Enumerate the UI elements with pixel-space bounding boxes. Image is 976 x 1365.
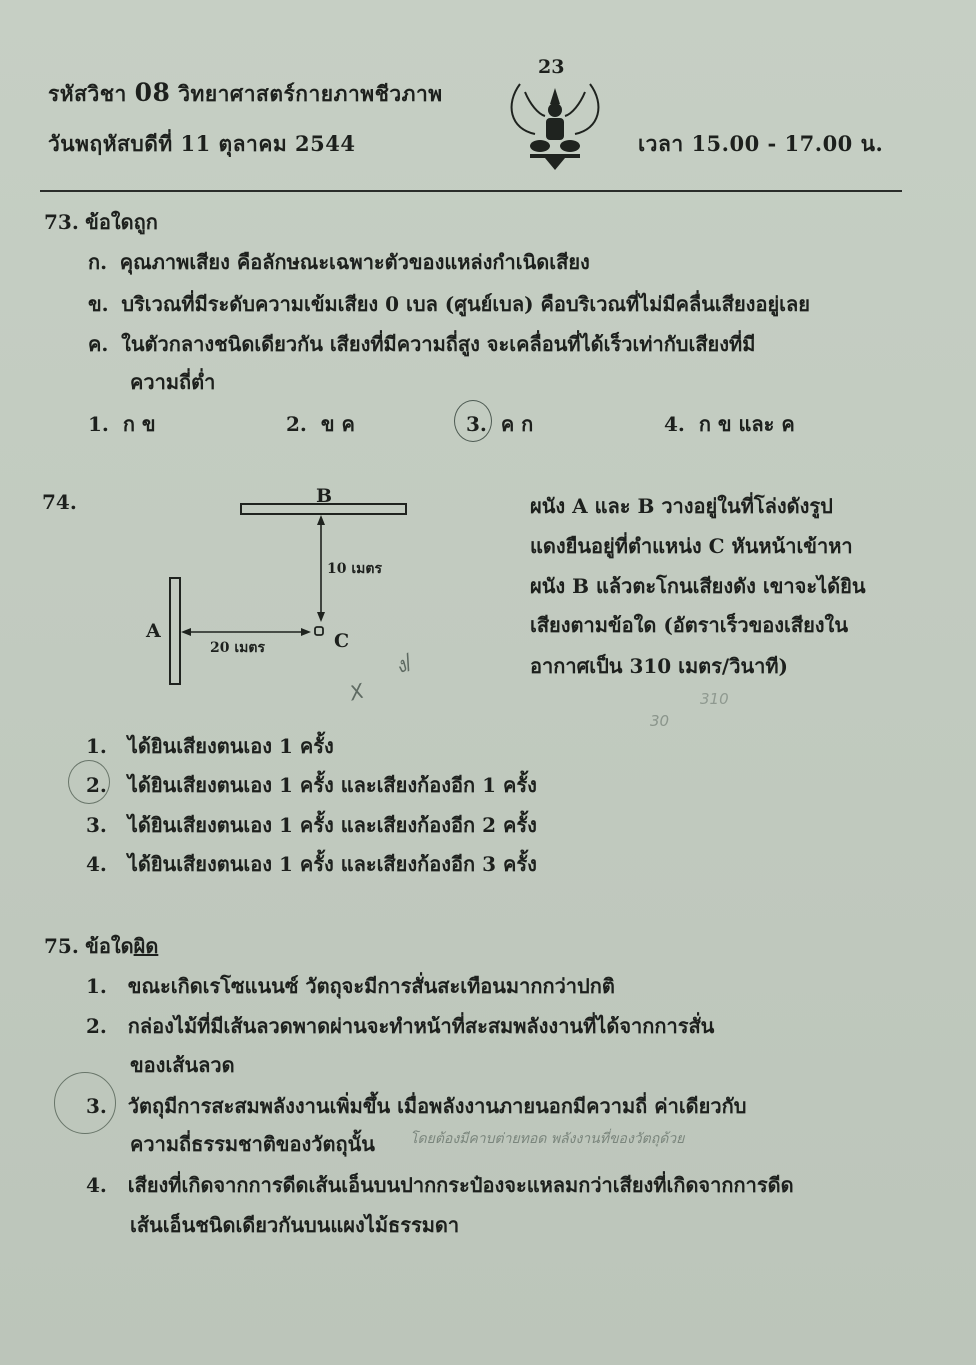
- statement-text: คุณภาพเสียง คือลักษณะเฉพาะตัวของแหล่งกำเนิดเสียง: [119, 250, 590, 274]
- statement-label: ค.: [88, 332, 109, 356]
- answer-circle-mark: [68, 760, 110, 804]
- q75-number: 75.: [44, 934, 79, 958]
- choice-number: 2.: [86, 1014, 107, 1038]
- q73-choice-2[interactable]: [286, 408, 355, 440]
- q75-title: [44, 930, 158, 962]
- q75-choice-1[interactable]: [86, 970, 615, 1002]
- course-code: 08: [134, 78, 171, 107]
- q73-statement-c-cont: ความถี่ต่ำ: [130, 370, 216, 394]
- choice-number: 4.: [664, 412, 685, 436]
- wall-diagram: [130, 484, 430, 704]
- q74-choice-2[interactable]: [86, 769, 537, 801]
- q75-choice-3[interactable]: [86, 1090, 746, 1122]
- choice-text: ก ข และ ค: [698, 412, 795, 436]
- statement-text: บริเวณที่มีระดับความเข้มเสียง 0 เบล (ศูนย์เบล) คือบริเวณที่ไม่มีคลื่นเสียงอยู่เลย: [121, 292, 810, 316]
- q73-title: [44, 206, 158, 238]
- choice-text: ข ค: [320, 412, 355, 436]
- q74-prompt-line-3: ผนัง B แล้วตะโกนเสียงดัง เขาจะได้ยิน: [530, 574, 866, 598]
- choice-number: 1.: [86, 974, 107, 998]
- choice-text: กล่องไม้ที่มีเส้นลวดพาดผ่านจะทำหน้าที่สะสมพลังงานที่ได้จากการสั่น: [127, 1014, 715, 1038]
- choice-number: 4.: [86, 1173, 107, 1197]
- q74-prompt-line-2: แดงยืนอยู่ที่ตำแหน่ง C หันหน้าเข้าหา: [530, 534, 853, 558]
- q75-choice-2-cont: ของเส้นลวด: [130, 1053, 235, 1077]
- wall-a: [170, 578, 180, 684]
- header-divider: [40, 190, 902, 192]
- course-label: รหัสวิชา: [48, 81, 127, 106]
- q75-prompt-emphasis: ผิด: [133, 934, 159, 958]
- q74-prompt-line-5: อากาศเป็น 310 เมตร/วินาที): [530, 654, 788, 678]
- q74-prompt-line-4: เสียงตามข้อใด (อัตราเร็วของเสียงใน: [530, 613, 848, 637]
- q73-statement-a: [88, 246, 590, 278]
- q75-choice-2[interactable]: [86, 1010, 714, 1042]
- wall-b-label: B: [316, 485, 333, 507]
- choice-text: ได้ยินเสียงตนเอง 1 ครั้ง และเสียงก้องอีก 1 ครั้ง: [127, 773, 537, 797]
- handwritten-mark: X: [347, 678, 367, 706]
- choice-text: ได้ยินเสียงตนเอง 1 ครั้ง และเสียงก้องอีก 3 ครั้ง: [127, 852, 537, 876]
- q73-choice-1[interactable]: [88, 408, 156, 440]
- choice-number: 1.: [88, 412, 109, 436]
- choice-text: ก ข: [122, 412, 156, 436]
- q73-statement-b: [88, 288, 810, 320]
- choice-text: ได้ยินเสียงตนเอง 1 ครั้ง: [127, 734, 334, 758]
- handwritten-note: โดยต้องมีคาบต่ายทอด พลังงานที่ของวัตถุด้วย: [410, 1131, 685, 1147]
- choice-text: วัตถุมีการสะสมพลังงานเพิ่มขึ้น เมื่อพลังงานภายนอกมีความถี่ ค่าเดียวกับ: [127, 1094, 747, 1118]
- q74-choice-3[interactable]: [86, 809, 537, 841]
- q75-choice-4-cont: เส้นเอ็นชนิดเดียวกันบนแผงไม้ธรรมดา: [130, 1213, 460, 1237]
- q73-statement-c: [88, 328, 755, 360]
- exam-time: เวลา 15.00 - 17.00 น.: [638, 131, 884, 156]
- answer-circle-mark: [54, 1072, 116, 1134]
- exam-date: วันพฤหัสบดีที่ 11 ตุลาคม 2544: [48, 131, 356, 156]
- distance-ac-label: 20 เมตร: [210, 640, 265, 656]
- course-line: [48, 78, 443, 111]
- statement-label: ข.: [88, 292, 109, 316]
- q74-number: 74.: [42, 490, 77, 514]
- statement-label: ก.: [88, 250, 108, 274]
- handwritten-note: 30: [650, 712, 670, 730]
- choice-text: เสียงที่เกิดจากการดีดเส้นเอ็นบนปากกระป๋องจะแหลมกว่าเสียงที่เกิดจากการดีด: [127, 1173, 794, 1197]
- handwritten-mark: ง/: [390, 649, 417, 679]
- q75-choice-3-cont: ความถี่ธรรมชาติของวัตถุนั้น: [130, 1132, 375, 1156]
- choice-number: 2.: [86, 773, 107, 797]
- q75-prompt: ข้อใด: [85, 934, 134, 958]
- answer-circle-mark: [454, 400, 492, 442]
- q73-choice-4[interactable]: [664, 408, 795, 440]
- garuda-emblem-icon: [500, 74, 610, 174]
- q74-choice-1[interactable]: [86, 730, 334, 762]
- choice-text: ค ก: [500, 412, 534, 436]
- wall-a-label: A: [146, 620, 161, 642]
- distance-bc-label: 10 เมตร: [327, 561, 382, 577]
- course-name: วิทยาศาสตร์กายภาพชีวภาพ: [178, 81, 443, 106]
- choice-number: 2.: [286, 412, 307, 436]
- q73-number: 73.: [44, 210, 79, 234]
- choice-number: 3.: [466, 412, 487, 436]
- page-number: 23: [538, 56, 565, 78]
- q74-choice-4[interactable]: [86, 848, 537, 880]
- choice-number: 4.: [86, 852, 107, 876]
- choice-number: 3.: [86, 1094, 107, 1118]
- point-c-label: C: [334, 630, 350, 652]
- statement-text: ในตัวกลางชนิดเดียวกัน เสียงที่มีความถี่สูง จะเคลื่อนที่ได้เร็วเท่ากับเสียงที่มี: [121, 332, 756, 356]
- choice-text: ได้ยินเสียงตนเอง 1 ครั้ง และเสียงก้องอีก 2 ครั้ง: [127, 813, 537, 837]
- choice-number: 1.: [86, 734, 107, 758]
- choice-text: ขณะเกิดเรโซแนนซ์ วัตถุจะมีการสั่นสะเทือนมากกว่าปกติ: [127, 974, 615, 998]
- handwritten-note: 310: [700, 690, 729, 708]
- q75-choice-4[interactable]: [86, 1169, 794, 1201]
- q74-prompt-line-1: ผนัง A และ B วางอยู่ในที่โล่งดังรูป: [530, 494, 833, 518]
- choice-number: 3.: [86, 813, 107, 837]
- q73-prompt: ข้อใดถูก: [85, 210, 158, 234]
